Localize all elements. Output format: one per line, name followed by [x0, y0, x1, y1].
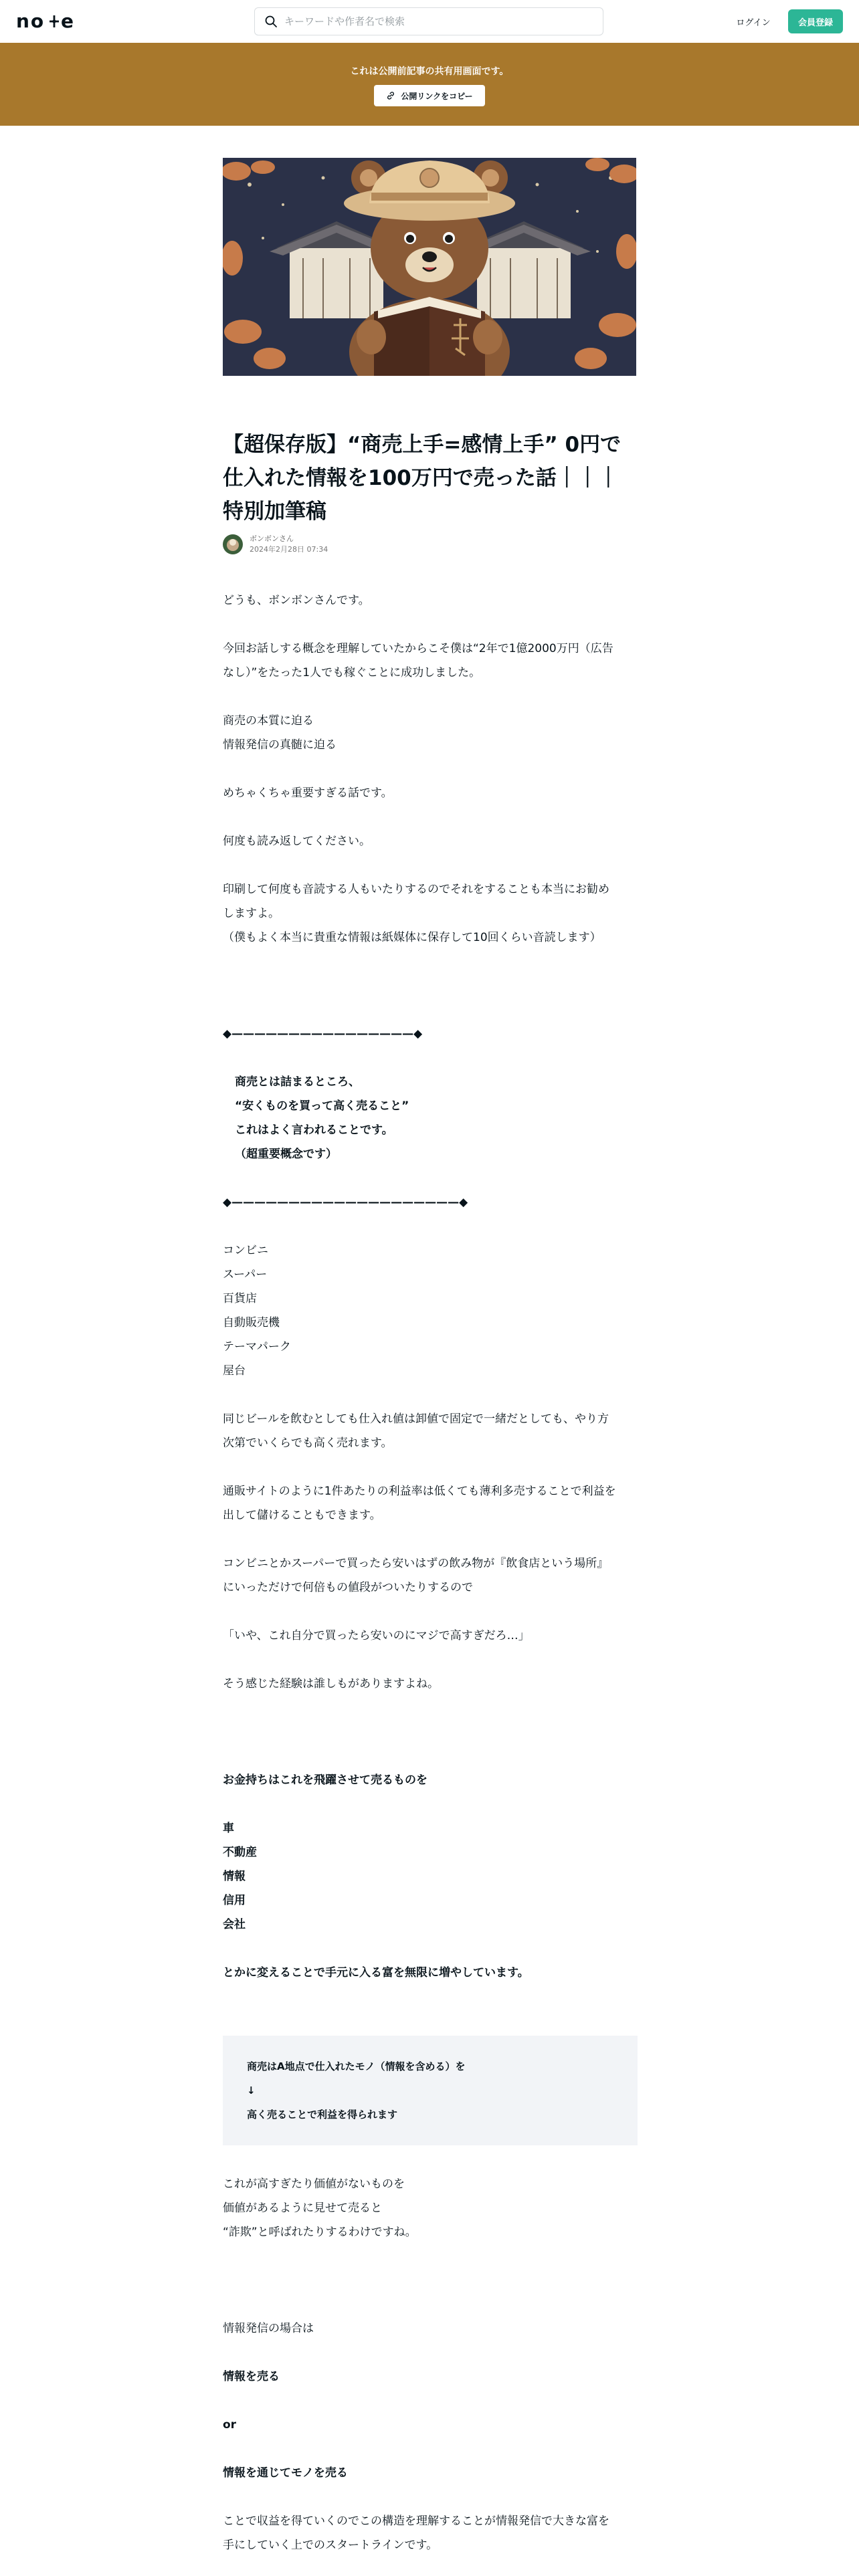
- paragraph: どうも、ボンボンさんです。: [223, 594, 370, 607]
- paragraph: 出して儲けることもできます。: [223, 1509, 381, 1522]
- divider: ◆————————————————————◆: [223, 1196, 468, 1209]
- paragraph: 今回お話しする概念を理解していたからこそ僕は“2年で1億2000万円（広告: [223, 642, 613, 655]
- bold-list-item: 情報: [223, 1870, 246, 1883]
- author-meta: [250, 534, 328, 555]
- link-icon: [386, 91, 395, 100]
- article-title: 【超保存版】“商売上手=感情上手” 0円で仕入れた情報を100万円で売った話｜｜｜特別加筆稿: [223, 433, 622, 524]
- svg-text:e: e: [61, 13, 74, 30]
- paragraph: 手にしていく上でのスタートラインです。: [223, 2539, 438, 2552]
- note-logo-icon: [16, 13, 83, 30]
- highlight-line: 商売はA地点で仕入れたモノ（情報を含める）を: [247, 2060, 466, 2072]
- paragraph: めちゃくちゃ重要すぎる話です。: [223, 786, 393, 800]
- bold-paragraph: 情報を通じてモノを売る: [223, 2466, 348, 2480]
- highlight-line: 高く売ることで利益を得られます: [247, 2109, 398, 2121]
- svg-text:no: no: [16, 13, 45, 30]
- article-body: [223, 588, 638, 2557]
- paragraph: “詐欺”と呼ばれたりするわけですね。: [223, 2226, 417, 2239]
- login-link[interactable]: ログイン: [736, 17, 771, 28]
- search-icon: [264, 15, 278, 28]
- paragraph: 情報発信の真髄に迫る: [223, 738, 337, 752]
- paragraph: にいっただけで何倍もの値段がついたりするので: [223, 1581, 473, 1594]
- post-date: 2024年2月28日 07:34: [250, 545, 328, 554]
- paragraph: 「いや、これ自分で買ったら安いのにマジで高すぎだろ…」: [223, 1629, 530, 1642]
- site-header: [0, 0, 859, 43]
- copy-link-label: 公開リンクをコピー: [401, 91, 473, 101]
- quote-line: “安くものを買って高く売ること”: [235, 1099, 409, 1113]
- list-item: テーマパーク: [223, 1340, 291, 1354]
- copy-link-button[interactable]: [374, 85, 485, 106]
- signup-button[interactable]: 会員登録: [788, 9, 843, 33]
- highlight-arrow: ↓: [247, 2084, 256, 2097]
- paragraph: 何度も読み返してください。: [223, 835, 371, 848]
- paragraph: コンビニとかスーパーで買ったら安いはずの飲み物が『飲食店という場所』: [223, 1557, 609, 1570]
- paragraph: ことで収益を得ていくのでこの構造を理解することが情報発信で大きな富を: [223, 2514, 609, 2528]
- note-logo[interactable]: [16, 8, 83, 35]
- author-avatar-icon: [223, 534, 243, 554]
- search-input[interactable]: [284, 8, 603, 35]
- search-box[interactable]: [254, 7, 603, 35]
- bold-paragraph: 情報を売る: [223, 2370, 280, 2383]
- bold-list-item: 車: [223, 1822, 234, 1835]
- paragraph: 同じビールを飲むとしても仕入れ値は卸値で固定で一緒だとしても、やり方: [223, 1412, 609, 1426]
- paragraph: 通販サイトのように1件あたりの利益率は低くても薄利多売することで利益を: [223, 1485, 616, 1498]
- bold-paragraph: とかに変えることで手元に入る富を無限に増やしています。: [223, 1966, 529, 1979]
- paragraph: 商売の本質に迫る: [223, 714, 314, 728]
- paragraph: 情報発信の場合は: [223, 2322, 314, 2335]
- paragraph: 次第でいくらでも高く売れます。: [223, 1436, 393, 1450]
- paragraph: これが高すぎたり価値がないものを: [223, 2177, 405, 2191]
- share-preview-banner: [0, 43, 859, 126]
- bold-list-item: 信用: [223, 1894, 246, 1907]
- author-info[interactable]: [223, 534, 328, 555]
- banner-message: これは公開前記事の共有用画面です。: [350, 66, 509, 77]
- paragraph: しますよ。: [223, 907, 280, 920]
- bear-reading-illustration: [223, 158, 636, 376]
- avatar[interactable]: [223, 534, 243, 554]
- paragraph: （僕もよく本当に貴重な情報は紙媒体に保存して10回くらい音読します）: [223, 931, 601, 944]
- paragraph: 印刷して何度も音読する人もいたりするのでそれをすることも本当にお勧め: [223, 883, 609, 896]
- paragraph: 価値があるように見せて売ると: [223, 2202, 382, 2215]
- bold-list-item: 不動産: [223, 1846, 257, 1859]
- quote-line: これはよく言われることです。: [235, 1123, 393, 1137]
- list-item: 自動販売機: [223, 1316, 280, 1329]
- author-name[interactable]: ボンボンさん: [250, 534, 294, 543]
- paragraph: そう感じた経験は誰しもがありますよね。: [223, 1677, 439, 1691]
- article-hero-image: [223, 158, 636, 376]
- paragraph: なし）”をたった1人でも稼ぐことに成功しました。: [223, 666, 481, 679]
- list-item: スーパー: [223, 1268, 268, 1281]
- quote-line: （超重要概念です）: [235, 1148, 337, 1161]
- list-item: 百貨店: [223, 1292, 257, 1305]
- bold-paragraph: お金持ちはこれを飛躍させて売るものを: [223, 1774, 427, 1787]
- list-item: コンビニ: [223, 1244, 268, 1257]
- divider: ◆————————————————◆: [223, 1027, 423, 1041]
- list-item: 屋台: [223, 1364, 246, 1378]
- quote-line: 商売とは詰まるところ、: [235, 1075, 360, 1089]
- bold-list-item: 会社: [223, 1918, 246, 1931]
- highlight-box: [223, 2036, 638, 2145]
- bold-paragraph: or: [223, 2418, 237, 2432]
